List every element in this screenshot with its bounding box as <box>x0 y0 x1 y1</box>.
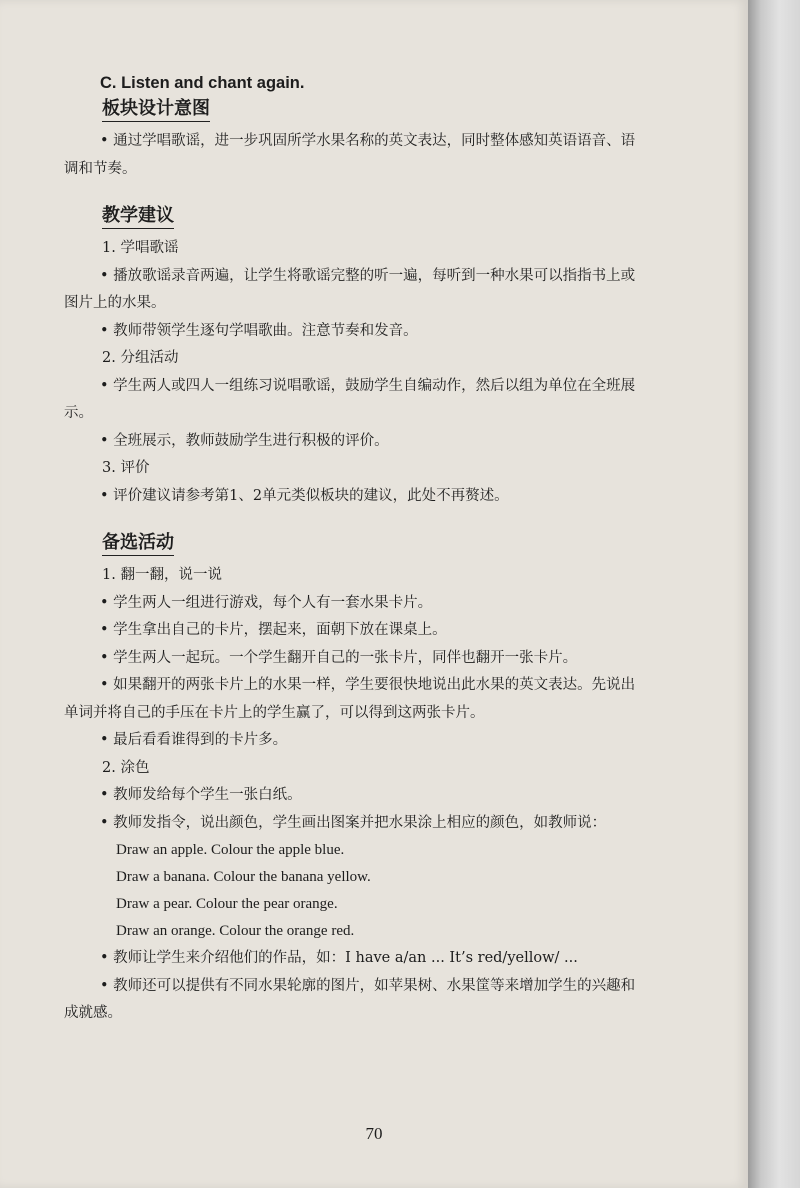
suggestion-step-3: 3. 评价 <box>102 460 150 476</box>
suggestion-step-2: 2. 分组活动 <box>102 350 179 366</box>
optional-b5: • 最后看看谁得到的卡片多。 <box>100 732 288 748</box>
optional-b4-line-1: • 如果翻开的两张卡片上的水果一样，学生要很快地说出此水果的英文表达。先说出 <box>100 677 636 693</box>
optional-step-2: 2. 涂色 <box>102 759 150 776</box>
suggestion-b1-line-2: 图片上的水果。 <box>64 295 166 311</box>
suggestions-heading: 教学建议 <box>102 205 174 229</box>
example-sentence-2: Draw a banana. Colour the banana yellow. <box>116 869 371 885</box>
optional-b4-line-2: 单词并将自己的手压在卡片上的学生赢了，可以得到这两张卡片。 <box>64 704 485 721</box>
page-number: 70 <box>365 1124 383 1143</box>
optional-b9-line-1: • 教师还可以提供有不同水果轮廓的图片，如苹果树、水果筐等来增加学生的兴趣和 <box>100 977 636 994</box>
board-design-heading: 板块设计意图 <box>102 98 210 122</box>
suggestion-b1-line-1: • 播放歌谣录音两遍，让学生将歌谣完整的听一遍，每听到一种水果可以指指书上或 <box>100 267 636 284</box>
example-sentence-3: Draw a pear. Colour the pear orange. <box>116 896 338 912</box>
board-design-line-2: 调和节奏。 <box>64 160 137 177</box>
optional-b7: • 教师发指令，说出颜色，学生画出图案并把水果涂上相应的颜色，如教师说： <box>100 814 607 831</box>
optional-b1: • 学生两人一组进行游戏，每个人有一套水果卡片。 <box>100 594 433 611</box>
book-spine <box>748 0 800 1188</box>
optional-activities <box>64 532 745 1028</box>
optional-b8: • 教师让学生来介绍他们的作品，如：I have a/an ... It’s red/yellow/ ... <box>100 950 578 966</box>
optional-b2: • 学生拿出自己的卡片，摆起来，面朝下放在课桌上。 <box>100 622 447 638</box>
teaching-suggestions <box>64 205 745 510</box>
board-design-line-1: • 通过学唱歌谣，进一步巩固所学水果名称的英文表达，同时整体感知英语语音、语 <box>100 133 636 149</box>
page-content <box>64 72 745 1028</box>
suggestion-b3-line-2: 示。 <box>64 405 93 421</box>
example-sentence-4: Draw an orange. Colour the orange red. <box>116 923 355 939</box>
example-sentence-1: Draw an apple. Colour the apple blue. <box>116 842 345 858</box>
suggestion-b5: • 评价建议请参考第1、2单元类似板块的建议，此处不再赘述。 <box>100 487 509 504</box>
optional-heading: 备选活动 <box>102 532 174 556</box>
suggestion-b3-line-1: • 学生两人或四人一组练习说唱歌谣，鼓励学生自编动作，然后以组为单位在全班展 <box>100 377 636 394</box>
suggestion-b2: • 教师带领学生逐句学唱歌曲。注意节奏和发音。 <box>100 322 418 339</box>
optional-b9-line-2: 成就感。 <box>64 1005 122 1021</box>
suggestion-step-1: 1. 学唱歌谣 <box>102 240 179 256</box>
optional-b3: • 学生两人一起玩。一个学生翻开自己的一张卡片，同伴也翻开一张卡片。 <box>100 649 578 666</box>
section-c-title: C. Listen and chant again. <box>100 74 305 92</box>
optional-step-1: 1. 翻一翻，说一说 <box>102 567 222 583</box>
optional-b6: • 教师发给每个学生一张白纸。 <box>100 787 302 803</box>
suggestion-b4: • 全班展示，教师鼓励学生进行积极的评价。 <box>100 432 389 449</box>
section-c <box>64 72 745 183</box>
